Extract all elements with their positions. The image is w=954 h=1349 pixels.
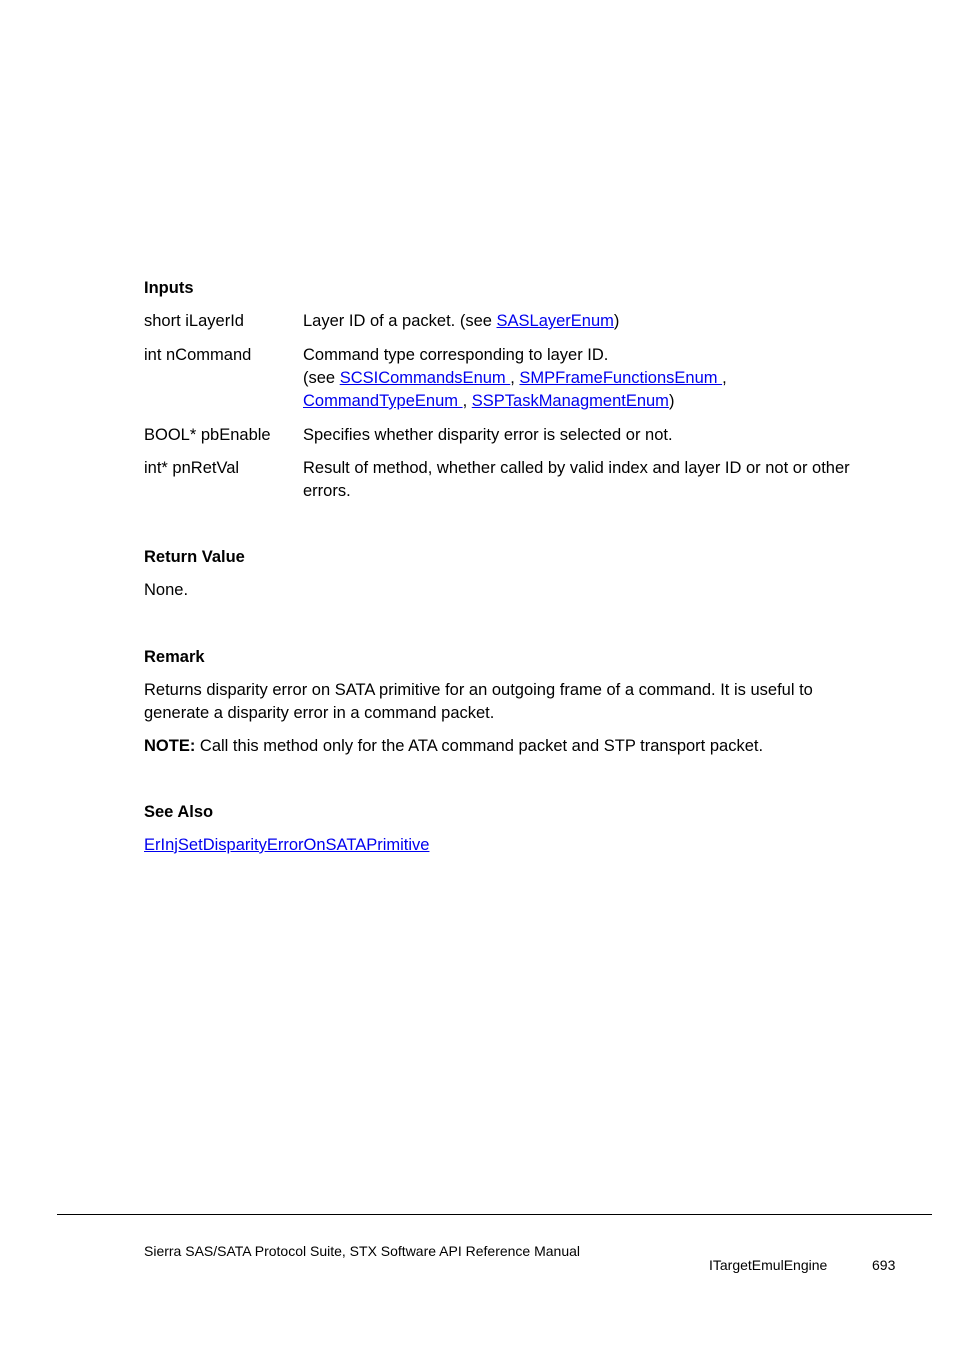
note-text: Call this method only for the ATA command packet and STP transport packet.	[195, 737, 764, 755]
param-name-pbenable: BOOL* pbEnable	[144, 426, 271, 444]
separator: ,	[462, 392, 472, 410]
param-desc-pnretval-line2: errors.	[303, 482, 351, 500]
param-name-ncommand: int nCommand	[144, 346, 252, 364]
erinjsetdisparityerroronsataprimitive-link[interactable]: ErInjSetDisparityErrorOnSATAPrimitive	[144, 836, 430, 854]
return-value-heading: Return Value	[144, 548, 245, 566]
footer-manual-title: Sierra SAS/SATA Protocol Suite, STX Software API Reference Manual	[144, 1243, 581, 1259]
remark-line1: Returns disparity error on SATA primitive for an outgoing frame of a command. It is useful to	[144, 681, 813, 699]
separator: ,	[722, 369, 727, 387]
param-desc-ncommand-line1: Command type corresponding to layer ID.	[303, 346, 609, 364]
remark-line2: generate a disparity error in a command packet.	[144, 704, 495, 722]
param-name-pnretval: int* pnRetVal	[144, 459, 240, 477]
param-desc-pbenable: Specifies whether disparity error is selected or not.	[303, 426, 673, 444]
footer-section: ITargetEmulEngine	[709, 1257, 828, 1273]
see-also-heading: See Also	[144, 803, 214, 821]
inputs-heading: Inputs	[144, 279, 194, 297]
smpframefunctionsenum-link[interactable]: SMPFrameFunctionsEnum	[519, 369, 723, 387]
footer-page-number: 693	[872, 1257, 896, 1273]
footer-divider	[57, 1214, 932, 1215]
param-desc-ncommand-line2	[303, 369, 727, 388]
param-desc-pnretval-line1: Result of method, whether called by valid index and layer ID or not or other	[303, 459, 850, 477]
separator: ,	[510, 369, 520, 387]
ssptaskmanagmentenum-link[interactable]: SSPTaskManagmentEnum	[471, 392, 669, 410]
saslayerenum-link[interactable]: SASLayerEnum	[496, 312, 614, 330]
see-also-entry	[144, 836, 429, 855]
param-name-ilayerid: short iLayerId	[144, 312, 244, 330]
commandtypeenum-link[interactable]: CommandTypeEnum	[303, 392, 463, 410]
return-value-text: None.	[144, 581, 189, 599]
param-desc-ncommand-line3	[303, 392, 674, 411]
param-desc-text: Layer ID of a packet. (see	[303, 312, 497, 330]
param-desc-text: )	[613, 312, 620, 330]
param-desc-text: )	[668, 392, 675, 410]
param-desc-ilayerid	[303, 312, 619, 331]
scsicommandsenum-link[interactable]: SCSICommandsEnum	[339, 369, 511, 387]
note-label: NOTE:	[144, 737, 196, 755]
remark-heading: Remark	[144, 648, 205, 666]
remark-note	[144, 737, 763, 756]
param-desc-text: (see	[303, 369, 340, 387]
